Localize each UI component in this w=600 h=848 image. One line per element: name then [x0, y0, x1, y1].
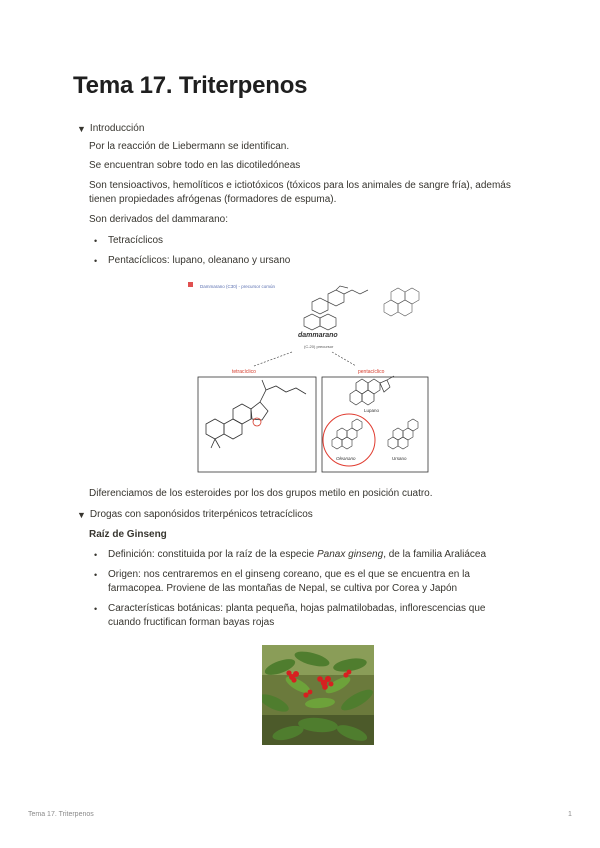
- list-item: [94, 602, 534, 630]
- pentacyclic-label: pentacíclico: [358, 369, 385, 375]
- oleanano-label: Oleanano: [336, 456, 356, 461]
- toggle-introduccion[interactable]: [77, 123, 144, 134]
- paragraph-line: tienen propiedades afrógenas (formadores de espuma).: [89, 194, 337, 205]
- tetracyclic-structure: [206, 380, 306, 448]
- list-item-text: [108, 568, 470, 596]
- lupano-structure: [350, 376, 394, 405]
- dammarano-sublabel: (C-20) precursor: [304, 344, 334, 349]
- toggle-label: Drogas con saponósidos triterpénicos tetracíclicos: [89, 509, 313, 520]
- subheading-ginseng: Raíz de Ginseng: [89, 529, 167, 540]
- ursano-structure: [388, 419, 418, 449]
- bullet-dot-icon: •: [94, 550, 98, 560]
- toggle-drogas-tetraciclicos[interactable]: [77, 509, 313, 520]
- tetracyclic-box: [198, 377, 316, 472]
- paragraph-dammarano: Son derivados del dammarano:: [89, 214, 228, 225]
- bullet-dot-icon: •: [94, 256, 98, 266]
- list-item-text: [108, 602, 485, 630]
- dammarano-structure: [304, 286, 368, 330]
- list-item: [94, 254, 504, 268]
- bullet-dot-icon: •: [94, 570, 98, 580]
- list-item: [94, 548, 534, 562]
- list-item: [94, 568, 534, 596]
- bullet-dot-icon: •: [94, 604, 98, 614]
- triterpene-structures-figure: [186, 280, 436, 476]
- triangle-down-icon[interactable]: ▼: [77, 123, 86, 134]
- oleanano-structure: [332, 419, 362, 449]
- footer-title: Tema 17. Triterpenos: [28, 811, 94, 818]
- list-item: [94, 234, 504, 248]
- paragraph-tensioactivos: [89, 179, 539, 207]
- page-title: Tema 17. Triterpenos: [73, 72, 308, 99]
- toggle-label: Introducción: [89, 123, 145, 134]
- paragraph-dicotiledoneas: Se encuentran sobre todo en las dicotiledóneas: [89, 160, 301, 171]
- triangle-down-icon[interactable]: ▼: [77, 509, 86, 520]
- arrow-right: [332, 352, 356, 366]
- dammarano-label: dammarano: [298, 332, 338, 339]
- page-number: 1: [568, 811, 572, 818]
- top-right-structure: [384, 288, 419, 316]
- definition-text-end: , de la familia Araliácea: [383, 549, 487, 560]
- list-item-text: Tetracíclicos: [108, 235, 164, 246]
- bullet-dot-icon: •: [94, 236, 98, 246]
- ginseng-photo-svg: [262, 645, 374, 745]
- list-item-line: farmacopea. Proviene de las montañas de Nepal, se cultiva por Corea y Japón: [108, 583, 458, 594]
- arrow-left: [254, 352, 292, 366]
- tetracyclic-label: tetracíclico: [232, 369, 256, 375]
- structures-svg: [186, 280, 436, 476]
- list-item-line: cuando fructifican forman bayas rojas: [108, 617, 275, 628]
- figure-header-text: Dammarano (C30) - precursor común: [200, 284, 276, 289]
- species-name: Panax ginseng: [317, 549, 384, 560]
- figure-header-icon: [188, 282, 193, 287]
- paragraph-liebermann: Por la reacción de Liebermann se identifican.: [89, 141, 290, 152]
- paragraph-esteroides: Diferenciamos de los esteroides por los dos grupos metilo en posición cuatro.: [89, 488, 433, 499]
- list-item-line: Origen: nos centraremos en el ginseng coreano, que es el que se encuentra en la: [108, 569, 470, 580]
- definition-text: Definición: constituida por la raíz de la especie: [108, 549, 318, 560]
- lupano-label: Lupano: [364, 408, 380, 413]
- ginseng-plant-photo: [262, 645, 374, 745]
- ursano-label: Ursano: [392, 456, 407, 461]
- list-item-text: [108, 548, 486, 562]
- list-item-text: Pentacíclicos: lupano, oleanano y ursano: [108, 255, 291, 266]
- paragraph-line: Son tensioactivos, hemolíticos e ictiotóxicos (tóxicos para los animales de sangre fría), además: [89, 180, 511, 191]
- list-item-line: Características botánicas: planta pequeña, hojas palmatilobadas, inflorescencias que: [108, 603, 486, 614]
